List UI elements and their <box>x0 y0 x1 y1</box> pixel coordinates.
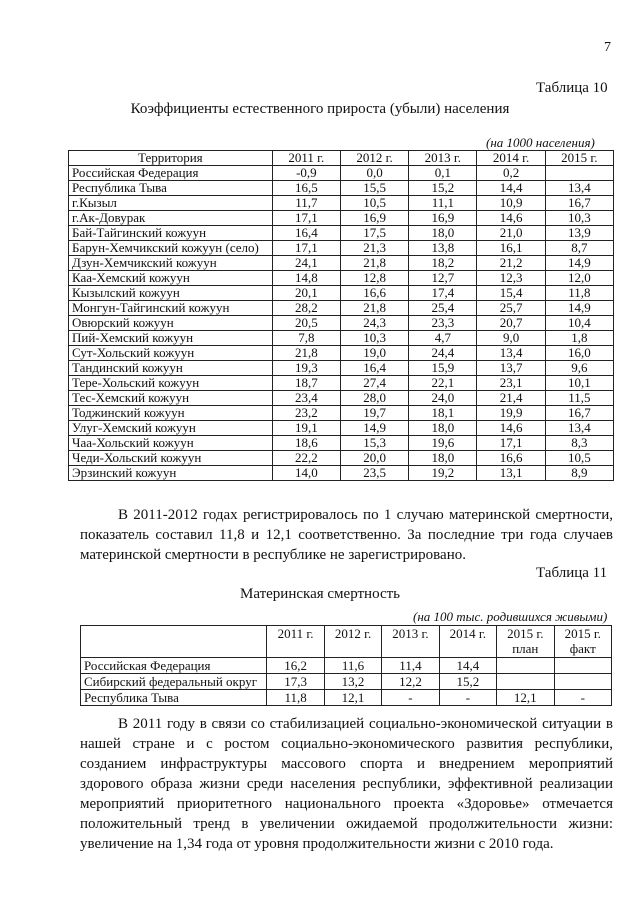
territory-cell: Тере-Хольский кожуун <box>69 376 273 391</box>
value-cell: 15,4 <box>477 286 545 301</box>
table-row <box>69 301 614 316</box>
territory-cell: Тес-Хемский кожуун <box>69 391 273 406</box>
value-cell: 15,3 <box>340 436 408 451</box>
value-cell: 14,4 <box>439 658 496 674</box>
value-cell: 21,4 <box>477 391 545 406</box>
value-cell: 12,0 <box>545 271 613 286</box>
value-cell: 21,8 <box>272 346 340 361</box>
territory-cell: Дзун-Хемчикский кожуун <box>69 256 273 271</box>
header-territory: Территория <box>69 151 273 166</box>
maternal-mortality-table-body <box>81 658 612 706</box>
territory-cell: Российская Федерация <box>81 658 267 674</box>
table-row <box>69 331 614 346</box>
value-cell: 19,1 <box>272 421 340 436</box>
value-cell: 16,6 <box>340 286 408 301</box>
value-cell: 16,5 <box>272 181 340 196</box>
value-cell: 18,0 <box>409 451 477 466</box>
header-blank <box>81 626 267 658</box>
value-cell: 12,2 <box>382 674 439 690</box>
territory-cell: Российская Федерация <box>69 166 273 181</box>
header-2013: 2013 г. <box>409 151 477 166</box>
value-cell: 10,3 <box>545 211 613 226</box>
table-row <box>69 211 614 226</box>
header-2015: 2015 г. <box>545 151 613 166</box>
table-row <box>69 451 614 466</box>
territory-cell: Каа-Хемский кожуун <box>69 271 273 286</box>
value-cell: 18,7 <box>272 376 340 391</box>
value-cell: 12,1 <box>497 690 554 706</box>
value-cell: 18,0 <box>409 226 477 241</box>
territory-cell: Монгун-Тайгинский кожуун <box>69 301 273 316</box>
header-2012: 2012 г. <box>324 626 381 658</box>
territory-cell: Сибирский федеральный округ <box>81 674 267 690</box>
value-cell: 9,6 <box>545 361 613 376</box>
table-row <box>69 271 614 286</box>
value-cell: 12,8 <box>340 271 408 286</box>
value-cell: - <box>382 690 439 706</box>
header-2013: 2013 г. <box>382 626 439 658</box>
value-cell: 11,8 <box>545 286 613 301</box>
natural-growth-table <box>68 150 614 481</box>
header-2014: 2014 г. <box>439 626 496 658</box>
value-cell: -0,9 <box>272 166 340 181</box>
value-cell: 1,8 <box>545 331 613 346</box>
paragraph-life-expectancy: В 2011 году в связи со стабилизацией социально-экономической ситуации в нашей стране и с ростом социально-экономического развития республики, созданием инфраструктуры массового спорта и внедрением мероприятий здорового образа жизни среди населения республики, эффективной реализации мероприятий приоритетного национального проекта «Здоровье» отмечается положительный тренд в увеличении ожидаемой продолжительности жизни: увеличение на 1,34 года от уровня продолжительности жизни с 2010 года. <box>80 716 613 852</box>
value-cell: 10,4 <box>545 316 613 331</box>
value-cell: 9,0 <box>477 331 545 346</box>
table-row <box>69 421 614 436</box>
value-cell: 18,0 <box>409 421 477 436</box>
value-cell: 13,9 <box>545 226 613 241</box>
value-cell: 15,5 <box>340 181 408 196</box>
table10-unit: (на 1000 населения) <box>486 135 595 150</box>
table-row <box>69 241 614 256</box>
value-cell: 14,9 <box>545 256 613 271</box>
value-cell: 24,0 <box>409 391 477 406</box>
value-cell <box>545 166 613 181</box>
territory-cell: Чаа-Хольский кожуун <box>69 436 273 451</box>
value-cell: 0,2 <box>477 166 545 181</box>
territory-cell: г.Ак-Довурак <box>69 211 273 226</box>
table-row <box>69 466 614 481</box>
value-cell: 10,5 <box>545 451 613 466</box>
territory-cell: Эрзинский кожуун <box>69 466 273 481</box>
value-cell: 17,1 <box>272 241 340 256</box>
value-cell: 15,2 <box>439 674 496 690</box>
value-cell: 10,3 <box>340 331 408 346</box>
value-cell: 21,8 <box>340 301 408 316</box>
value-cell: 16,6 <box>477 451 545 466</box>
value-cell: 13,4 <box>545 181 613 196</box>
table-row <box>69 196 614 211</box>
territory-cell: Овюрский кожуун <box>69 316 273 331</box>
value-cell: 11,6 <box>324 658 381 674</box>
table-row <box>69 436 614 451</box>
value-cell: 10,9 <box>477 196 545 211</box>
value-cell: 17,1 <box>477 436 545 451</box>
value-cell: 21,2 <box>477 256 545 271</box>
value-cell: 16,7 <box>545 406 613 421</box>
value-cell: 22,1 <box>409 376 477 391</box>
territory-cell: Тоджинский кожуун <box>69 406 273 421</box>
value-cell: 22,2 <box>272 451 340 466</box>
territory-cell: Республика Тыва <box>69 181 273 196</box>
value-cell: 23,5 <box>340 466 408 481</box>
value-cell: 14,6 <box>477 421 545 436</box>
value-cell: 11,7 <box>272 196 340 211</box>
table-row <box>69 166 614 181</box>
value-cell: 24,3 <box>340 316 408 331</box>
value-cell: 11,5 <box>545 391 613 406</box>
header-2015-fact: 2015 г. факт <box>554 626 612 658</box>
territory-cell: Тандинский кожуун <box>69 361 273 376</box>
value-cell: 24,1 <box>272 256 340 271</box>
value-cell: 14,9 <box>545 301 613 316</box>
territory-cell: Улуг-Хемский кожуун <box>69 421 273 436</box>
value-cell: 15,2 <box>409 181 477 196</box>
table-row <box>69 181 614 196</box>
header-2014: 2014 г. <box>477 151 545 166</box>
table-row <box>69 346 614 361</box>
table-row <box>81 658 612 674</box>
value-cell: 19,9 <box>477 406 545 421</box>
header-2012: 2012 г. <box>340 151 408 166</box>
table11-unit: (на 100 тыс. родившихся живыми) <box>413 609 608 624</box>
value-cell: 13,7 <box>477 361 545 376</box>
value-cell: 23,4 <box>272 391 340 406</box>
value-cell: 17,3 <box>267 674 324 690</box>
value-cell: 16,4 <box>340 361 408 376</box>
table-row <box>69 361 614 376</box>
territory-cell: Сут-Хольский кожуун <box>69 346 273 361</box>
value-cell: 16,2 <box>267 658 324 674</box>
value-cell: 24,4 <box>409 346 477 361</box>
value-cell: 18,2 <box>409 256 477 271</box>
table11-label: Таблица 11 <box>536 565 608 581</box>
maternal-mortality-table <box>80 625 612 706</box>
value-cell: 12,3 <box>477 271 545 286</box>
territory-cell: Кызылский кожуун <box>69 286 273 301</box>
table-header-row <box>81 626 612 658</box>
value-cell: 4,7 <box>409 331 477 346</box>
table-row <box>69 226 614 241</box>
value-cell: 16,9 <box>409 211 477 226</box>
table10-title: Коэффициенты естественного прироста (убыли) населения <box>130 101 510 117</box>
value-cell <box>497 658 554 674</box>
value-cell: 20,5 <box>272 316 340 331</box>
value-cell: 21,8 <box>340 256 408 271</box>
value-cell: 8,7 <box>545 241 613 256</box>
table-row <box>69 391 614 406</box>
value-cell: 19,3 <box>272 361 340 376</box>
table-row <box>69 376 614 391</box>
value-cell: 23,2 <box>272 406 340 421</box>
value-cell: 16,1 <box>477 241 545 256</box>
value-cell: 16,4 <box>272 226 340 241</box>
value-cell: 16,0 <box>545 346 613 361</box>
value-cell: 8,9 <box>545 466 613 481</box>
value-cell: 19,2 <box>409 466 477 481</box>
page-number: 7 <box>604 40 611 55</box>
value-cell: 16,9 <box>340 211 408 226</box>
header-2015-plan: 2015 г. план <box>497 626 554 658</box>
value-cell: 11,8 <box>267 690 324 706</box>
value-cell: 17,4 <box>409 286 477 301</box>
table11-title: Материнская смертность <box>239 586 401 602</box>
value-cell: 25,4 <box>409 301 477 316</box>
value-cell: 21,3 <box>340 241 408 256</box>
territory-cell: Республика Тыва <box>81 690 267 706</box>
value-cell: 19,0 <box>340 346 408 361</box>
paragraph-maternal-mortality: В 2011-2012 годах регистрировалось по 1 случаю материнской смертности, показатель составил 11,8 и 12,1 соответственно. За последние три года случаев материнской смертности в республике не зарегистрировано. <box>80 507 613 563</box>
table-row <box>69 316 614 331</box>
table-header-row <box>69 151 614 166</box>
value-cell: 20,7 <box>477 316 545 331</box>
value-cell: 19,6 <box>409 436 477 451</box>
value-cell: 20,0 <box>340 451 408 466</box>
value-cell: 20,1 <box>272 286 340 301</box>
value-cell: 18,6 <box>272 436 340 451</box>
value-cell: 14,6 <box>477 211 545 226</box>
value-cell: 12,1 <box>324 690 381 706</box>
value-cell: - <box>439 690 496 706</box>
table-row <box>69 406 614 421</box>
value-cell: 16,7 <box>545 196 613 211</box>
value-cell: 12,7 <box>409 271 477 286</box>
header-2011: 2011 г. <box>267 626 324 658</box>
value-cell: 11,4 <box>382 658 439 674</box>
value-cell <box>497 674 554 690</box>
territory-cell: Пий-Хемский кожуун <box>69 331 273 346</box>
header-2011: 2011 г. <box>272 151 340 166</box>
value-cell: 14,0 <box>272 466 340 481</box>
value-cell: 28,2 <box>272 301 340 316</box>
table-row <box>69 286 614 301</box>
value-cell: 13,1 <box>477 466 545 481</box>
value-cell: 14,8 <box>272 271 340 286</box>
value-cell: 10,1 <box>545 376 613 391</box>
table-row <box>81 674 612 690</box>
territory-cell: Барун-Хемчикский кожуун (село) <box>69 241 273 256</box>
value-cell: 8,3 <box>545 436 613 451</box>
value-cell: 13,8 <box>409 241 477 256</box>
value-cell <box>554 674 612 690</box>
value-cell: 14,4 <box>477 181 545 196</box>
value-cell: 27,4 <box>340 376 408 391</box>
value-cell: 15,9 <box>409 361 477 376</box>
value-cell: 19,7 <box>340 406 408 421</box>
value-cell: 11,1 <box>409 196 477 211</box>
value-cell: 13,4 <box>545 421 613 436</box>
value-cell: 17,5 <box>340 226 408 241</box>
table10-label: Таблица 10 <box>536 80 608 96</box>
territory-cell: Чеди-Хольский кожуун <box>69 451 273 466</box>
value-cell: 21,0 <box>477 226 545 241</box>
value-cell: 17,1 <box>272 211 340 226</box>
value-cell: 23,3 <box>409 316 477 331</box>
territory-cell: г.Кызыл <box>69 196 273 211</box>
value-cell: 18,1 <box>409 406 477 421</box>
territory-cell: Бай-Тайгинский кожуун <box>69 226 273 241</box>
value-cell: 0,1 <box>409 166 477 181</box>
value-cell: 7,8 <box>272 331 340 346</box>
table-row <box>81 690 612 706</box>
table-row <box>69 256 614 271</box>
value-cell: 25,7 <box>477 301 545 316</box>
value-cell: 23,1 <box>477 376 545 391</box>
value-cell: 13,2 <box>324 674 381 690</box>
value-cell: 28,0 <box>340 391 408 406</box>
value-cell: 10,5 <box>340 196 408 211</box>
value-cell: - <box>554 690 612 706</box>
value-cell: 0,0 <box>340 166 408 181</box>
value-cell: 14,9 <box>340 421 408 436</box>
natural-growth-table-body <box>69 166 614 481</box>
value-cell: 13,4 <box>477 346 545 361</box>
value-cell <box>554 658 612 674</box>
